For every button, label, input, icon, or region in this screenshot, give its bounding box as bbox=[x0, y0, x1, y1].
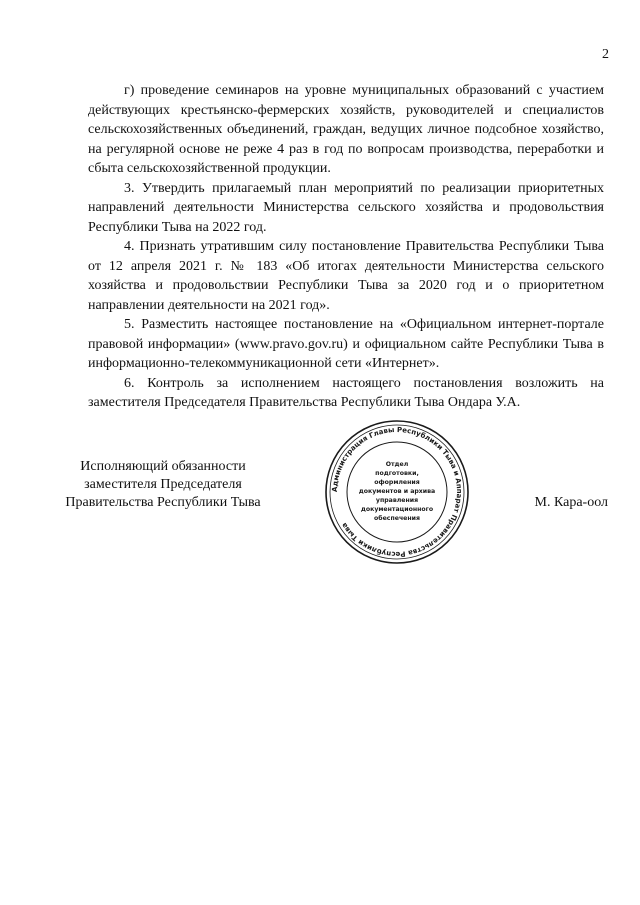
seal-ring-text: Администрация Главы Республики Тыва и Аппарат Правительства Республики Тыва bbox=[330, 425, 464, 559]
seal-center-line: управления bbox=[375, 497, 419, 504]
seal-center-line: документов и архива bbox=[358, 488, 436, 495]
paragraph-item-4: 4. Признать утратившим силу постановление Правительства Республики Тыва от 12 апреля 2021 г. № 183 «Об итогах деятельности Министерства сельского хозяйства и продовольствии Республики Тыва за 2020 год и о приоритетном направлении деятельности на 2021 год». bbox=[88, 239, 604, 313]
signatory-name: М. Кара-оол bbox=[534, 495, 608, 510]
signatory-position-line: заместителя Председателя bbox=[84, 477, 242, 492]
signatory-position-line: Исполняющий обязанности bbox=[80, 459, 246, 474]
paragraph-item-5: 5. Разместить настоящее постановление на «Официальном интернет-портале правовой информации» (www.pravo.gov.ru) и официальном сайте Республики Тыва в информационно-телекоммуникационной сети «Интернет». bbox=[88, 317, 604, 371]
paragraph-item-g: г) проведение семинаров на уровне муниципальных образований с участием действующих крестьянско-фермерских хозяйств, руководителей и специалистов сельскохозяйственных объединений, граждан, ведущих личное подсобное хозяйство, на регулярной основе не реже 4 раз в год по вопросам производства, переработки и сбыта сельскохозяйственной продукции. bbox=[88, 83, 604, 176]
signatory-position-line: Правительства Республики Тыва bbox=[65, 495, 261, 510]
seal-center-line: документационного bbox=[360, 506, 434, 513]
seal-center-line: подготовки, bbox=[375, 470, 419, 477]
seal-center-line: обеспечения bbox=[374, 515, 420, 522]
official-seal-stamp bbox=[323, 418, 471, 566]
seal-center-line: оформления bbox=[374, 479, 420, 486]
paragraph-item-6: 6. Контроль за исполнением настоящего постановления возложить на заместителя Председателя Правительства Республики Тыва Ондара У.А. bbox=[88, 375, 604, 410]
paragraph-item-3: 3. Утвердить прилагаемый план мероприятий по реализации приоритетных направлений деятельности Министерства сельского хозяйства и продовольствия Республики Тыва на 2022 год. bbox=[88, 180, 604, 235]
signatory-position bbox=[48, 458, 278, 512]
page-number: 2 bbox=[602, 47, 609, 62]
seal-center-line: Отдел bbox=[385, 461, 409, 468]
document-body bbox=[88, 81, 604, 413]
